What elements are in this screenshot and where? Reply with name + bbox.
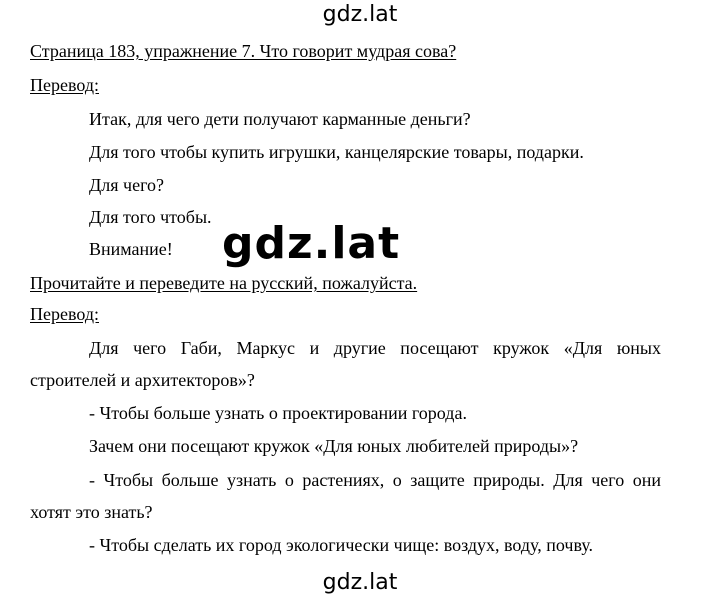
text-line: Для того чтобы. xyxy=(89,207,212,227)
page-heading: Страница 183, упражнение 7. Что говорит мудрая сова? xyxy=(30,41,457,61)
text-line: Итак, для чего дети получают карманные деньги? xyxy=(89,109,471,129)
text-line: - Чтобы больше узнать о проектировании города. xyxy=(89,403,467,423)
translation-label-2: Перевод: xyxy=(30,304,99,324)
text-line: Зачем они посещают кружок «Для юных любителей природы»? xyxy=(89,436,579,456)
text-line: строителей и архитекторов»? xyxy=(30,370,255,390)
text-line: Для того чтобы купить игрушки, канцелярские товары, подарки. xyxy=(89,142,584,162)
text-line: Для чего Габи, Маркус и другие посещают кружок «Для юных xyxy=(89,338,661,358)
text-line: - Чтобы сделать их город экологически чище: воздух, воду, почву. xyxy=(89,535,594,555)
text-line: хотят это знать? xyxy=(30,502,153,522)
watermark-bottom: gdz.lat xyxy=(322,570,398,595)
text-line: - Чтобы больше узнать о растениях, о защите природы. Для чего они xyxy=(89,470,661,490)
text-line: Внимание! xyxy=(89,239,173,259)
text-line: Для чего? xyxy=(89,175,165,195)
watermark-top: gdz.lat xyxy=(322,2,398,27)
instruction-heading: Прочитайте и переведите на русский, пожалуйста. xyxy=(30,273,418,293)
translation-label-1: Перевод: xyxy=(30,75,99,95)
watermark-center: gdz.lat xyxy=(222,218,401,269)
